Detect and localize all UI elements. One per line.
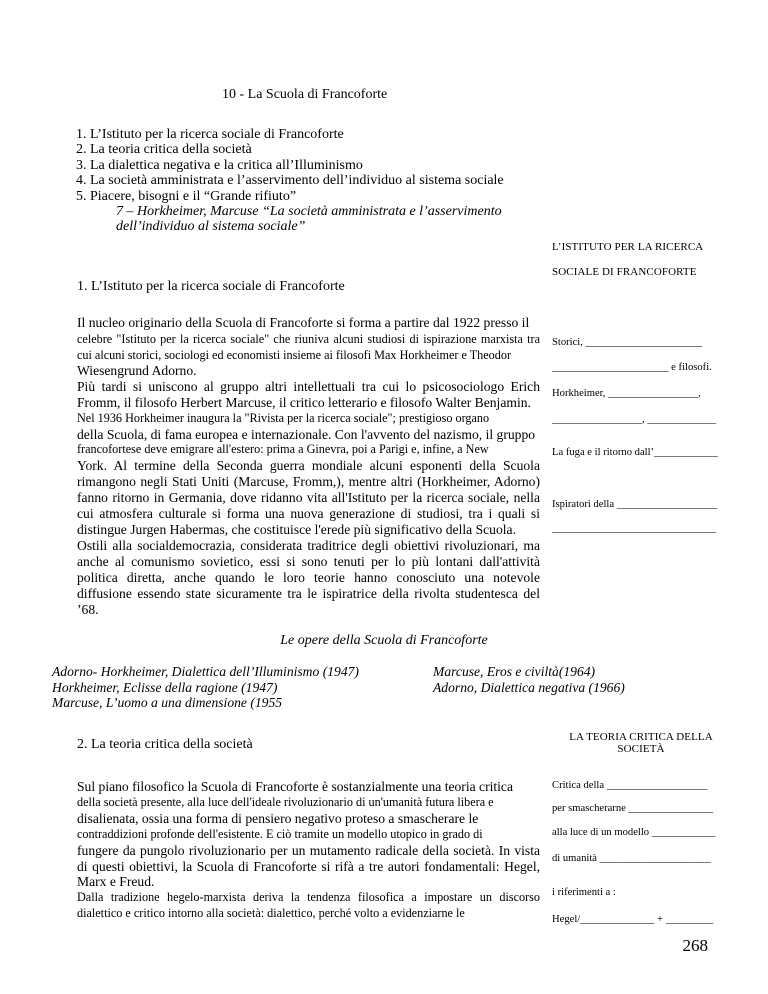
work-item: Adorno- Horkheimer, Dialettica dell’Illuminismo (1947) xyxy=(52,664,359,679)
work-item: Horkheimer, Eclisse della ragione (1947) xyxy=(52,679,278,695)
sidebar-heading-line: SOCIETÀ xyxy=(617,743,665,755)
section-2-heading: 2. La teoria critica della società xyxy=(77,737,253,752)
sidebar-fill-line: di umanità _____________________ xyxy=(552,853,711,864)
sidebar-fill-line: alla luce di un modello ____________ xyxy=(552,827,716,838)
work-item: Adorno, Dialettica negativa (1966) xyxy=(433,679,625,695)
page-number: 268 xyxy=(682,936,708,955)
paragraph: Più tardi si uniscono al gruppo altri intellettuali tra cui lo psicosociologo Erich Fromm, il filosofo Herbert Marcuse, il critico letterario e filosofo Walter Benjamin. xyxy=(77,378,540,410)
toc-subitem: 7 – Horkheimer, Marcuse “La società amministrata e l’asservimento xyxy=(116,204,502,220)
sidebar-fill-line: per smascherarne ________________ xyxy=(552,803,714,814)
sidebar-heading-2 xyxy=(552,731,730,755)
sidebar-fill-line: Ispiratori della ___________________ xyxy=(552,499,718,510)
section-2-body xyxy=(77,779,540,922)
paragraph: fungere da pungolo rivoluzionario per un mutamento radicale della società. In vista di questi obiettivi, la Scuola di Francoforte si rifà a tre autori fondamentali: Hegel, Marx e Freud. xyxy=(77,842,540,890)
toc-item: 2. La teoria critica della società xyxy=(76,142,252,158)
sidebar-fill-line: Critica della ___________________ xyxy=(552,780,708,791)
paragraph-small: Dalla tradizione hegelo-marxista deriva la tendenza filosofica a impostare un discorso dialettico e critico intorno alla società: dialettico, perché volto a evidenziarne le xyxy=(77,890,540,921)
paragraph-line: Il nucleo originario della Scuola di Francoforte si forma a partire dal 1922 presso il xyxy=(77,315,530,330)
paragraph: Ostili alla socialdemocrazia, considerata traditrice degli obiettivi rivoluzionari, ma anche al comunismo sovietico, essi si sono tenuti per lo più lontani dall'attività politica diretta, anche quando le loro teorie hanno conosciuto una notevole diffusione essendo state sicuramente tra le ispiratrice della rivolta studentesca del ’68. xyxy=(77,537,540,617)
sidebar-heading-line: LA TEORIA CRITICA DELLA xyxy=(569,731,713,743)
paragraph-line: della Scuola, di fama europea e internazionale. Con l'avvento del nazismo, il gruppo xyxy=(77,426,536,442)
toc-item: 5. Piacere, bisogni e il “Grande rifiuto” xyxy=(76,188,297,204)
sidebar-fill-line: Horkheimer, _________________, xyxy=(552,388,701,399)
paragraph-small: contraddizioni profonde dell'esistente. E ciò tramite un modello utopico in grado di xyxy=(77,826,483,841)
sidebar-fill-line: _________________, _____________ xyxy=(552,414,717,425)
toc-subitem: dell’individuo al sistema sociale” xyxy=(116,219,306,235)
paragraph: York. Al termine della Seconda guerra mondiale alcuni esponenti della Scuola rimangono negli Stati Uniti (Marcuse, Fromm,), mentre altri (Horkheimer, Adorno) fanno ritorno in Germania, dove ridanno vita all'Istituto per la ricerca sociale, nella cui atmosfera culturale si forma una nuova generazione di studiosi, tra i quali si distingue Jurgen Habermas, che costituisce l'erede più significativo della Scuola. xyxy=(77,458,540,537)
works-title: Le opere della Scuola di Francoforte xyxy=(280,633,488,648)
toc-item: 3. La dialettica negativa e la critica all’Illuminismo xyxy=(76,157,363,173)
paragraph-line: Wiesengrund Adorno. xyxy=(77,362,197,378)
toc-item: 4. La società amministrata e l’asservimento dell’individuo al sistema sociale xyxy=(76,173,504,189)
paragraph-small: celebre "Istituto per la ricerca sociale" che riuniva alcuni studiosi di ispirazione marxista tra cui alcuni storici, sociologi ed economisti insieme ai filosofi Max Horkheimer e Theodor xyxy=(77,331,540,362)
work-item: Marcuse, Eros e civiltà(1964) xyxy=(433,664,596,679)
toc-item: 1. L’Istituto per la ricerca sociale di Francoforte xyxy=(76,127,344,142)
work-item: Marcuse, L’uomo a una dimensione (1955 xyxy=(52,695,283,710)
section-1-body xyxy=(77,315,540,617)
sidebar-fill-line: Hegel/______________ + _________ xyxy=(552,914,714,925)
paragraph-line: disalienata, ossia una forma di pensiero negativo proteso a smascherare le xyxy=(77,810,479,826)
page-title: 10 - La Scuola di Francoforte xyxy=(222,87,388,102)
sidebar-fill-line: i riferimenti a : xyxy=(552,887,616,898)
sidebar-heading-1b: SOCIALE DI FRANCOFORTE xyxy=(552,266,697,278)
sidebar-fill-line: ______________________ e filosofi. xyxy=(552,362,712,373)
section-1-heading: 1. L’Istituto per la ricerca sociale di Francoforte xyxy=(77,279,345,294)
sidebar-fill-line: La fuga e il ritorno dall’____________ xyxy=(552,447,718,458)
paragraph-line: Sul piano filosofico la Scuola di Francoforte è sostanzialmente una teoria critica xyxy=(77,779,513,794)
table-of-contents xyxy=(76,127,504,235)
paragraph-small: Nel 1936 Horkheimer inaugura la "Rivista per la ricerca sociale"; prestigioso organo xyxy=(77,410,490,425)
works-list-left xyxy=(52,664,359,711)
works-list-right xyxy=(433,664,625,695)
sidebar-fill-line: Storici, ______________________ xyxy=(552,337,703,348)
paragraph-small: francofortese deve emigrare all'estero: prima a Ginevra, poi a Parigi e, infine, a New xyxy=(77,442,489,457)
sidebar-fill-line: _______________________________ xyxy=(552,523,717,534)
sidebar-heading-1a: L’ISTITUTO PER LA RICERCA xyxy=(552,241,704,253)
paragraph-small: della società presente, alla luce dell'ideale rivoluzionario di un'umanità futura libera e xyxy=(77,794,494,809)
